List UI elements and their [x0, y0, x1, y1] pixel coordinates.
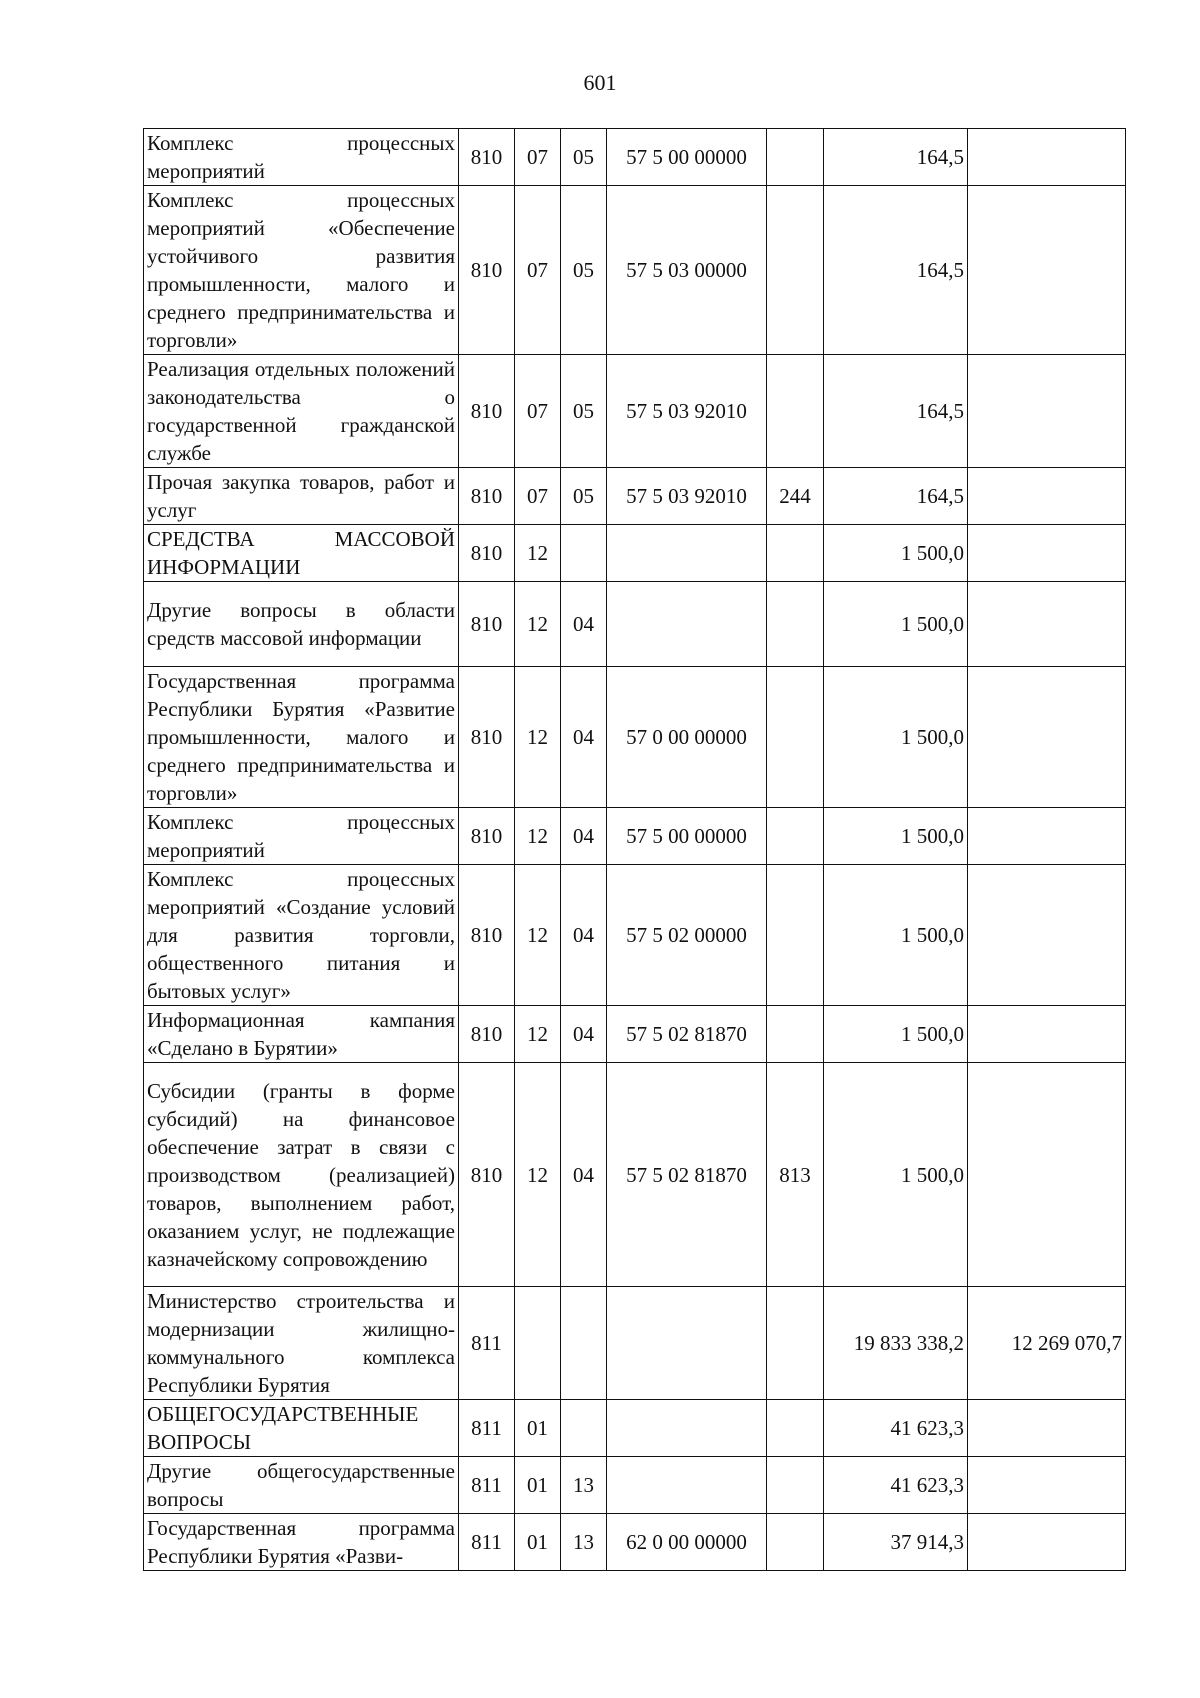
table-row: [144, 1287, 1126, 1400]
expense-type-code: [767, 1457, 824, 1514]
subsection-code: 05: [561, 468, 607, 525]
section-code: [515, 1287, 561, 1400]
ministry-code: 811: [459, 1457, 515, 1514]
amount-2: [968, 865, 1126, 1006]
table-row: [144, 582, 1126, 667]
target-article-code: 57 5 02 81870: [607, 1063, 767, 1287]
row-name: Комплекс процессных мероприятий «Создание условий для развития торговли, общественного питания и бытовых услуг»: [144, 865, 459, 1006]
section-code: 07: [515, 468, 561, 525]
ministry-code: 810: [459, 667, 515, 808]
amount-1: 164,5: [824, 129, 968, 186]
row-name: Реализация отдельных положений законодательства о государственной гражданской службе: [144, 355, 459, 468]
ministry-code: 810: [459, 582, 515, 667]
expense-type-code: [767, 1514, 824, 1571]
amount-1: 1 500,0: [824, 865, 968, 1006]
target-article-code: 57 5 02 81870: [607, 1006, 767, 1063]
expense-type-code: [767, 808, 824, 865]
amount-1: 41 623,3: [824, 1457, 968, 1514]
amount-2: 12 269 070,7: [968, 1287, 1126, 1400]
target-article-code: [607, 582, 767, 667]
amount-2: [968, 1063, 1126, 1287]
expense-type-code: [767, 667, 824, 808]
amount-2: [968, 1400, 1126, 1457]
subsection-code: 05: [561, 355, 607, 468]
target-article-code: [607, 1287, 767, 1400]
expense-type-code: [767, 582, 824, 667]
expense-type-code: [767, 1287, 824, 1400]
section-code: 01: [515, 1514, 561, 1571]
table-row: [144, 667, 1126, 808]
section-code: 01: [515, 1400, 561, 1457]
ministry-code: 811: [459, 1287, 515, 1400]
section-code: 12: [515, 582, 561, 667]
row-name: ОБЩЕГОСУДАРСТВЕННЫЕ ВОПРОСЫ: [144, 1400, 459, 1457]
amount-2: [968, 355, 1126, 468]
amount-2: [968, 1006, 1126, 1063]
ministry-code: 810: [459, 468, 515, 525]
expense-type-code: [767, 129, 824, 186]
subsection-code: 13: [561, 1457, 607, 1514]
subsection-code: 04: [561, 582, 607, 667]
row-name: Информационная кампания «Сделано в Бурятии»: [144, 1006, 459, 1063]
section-code: 12: [515, 525, 561, 582]
amount-2: [968, 1457, 1126, 1514]
amount-2: [968, 667, 1126, 808]
amount-1: 37 914,3: [824, 1514, 968, 1571]
expense-type-code: [767, 865, 824, 1006]
table-row: [144, 1514, 1126, 1571]
target-article-code: 57 5 03 00000: [607, 186, 767, 355]
row-name: Прочая закупка товаров, работ и услуг: [144, 468, 459, 525]
amount-1: 164,5: [824, 468, 968, 525]
expense-type-code: 813: [767, 1063, 824, 1287]
target-article-code: [607, 1457, 767, 1514]
row-name: Государственная программа Республики Бурятия «Разви-: [144, 1514, 459, 1571]
target-article-code: 57 5 03 92010: [607, 355, 767, 468]
section-code: 07: [515, 355, 561, 468]
table-row: [144, 1400, 1126, 1457]
table-row: [144, 808, 1126, 865]
table-row: [144, 525, 1126, 582]
ministry-code: 810: [459, 1063, 515, 1287]
section-code: 12: [515, 667, 561, 808]
subsection-code: [561, 1400, 607, 1457]
amount-2: [968, 582, 1126, 667]
section-code: 07: [515, 186, 561, 355]
target-article-code: [607, 1400, 767, 1457]
amount-1: 19 833 338,2: [824, 1287, 968, 1400]
amount-1: 1 500,0: [824, 525, 968, 582]
amount-1: 1 500,0: [824, 1063, 968, 1287]
subsection-code: 13: [561, 1514, 607, 1571]
target-article-code: 57 5 02 00000: [607, 865, 767, 1006]
table-row: [144, 865, 1126, 1006]
table-row: [144, 1063, 1126, 1287]
ministry-code: 810: [459, 129, 515, 186]
target-article-code: 57 5 00 00000: [607, 129, 767, 186]
expense-type-code: [767, 525, 824, 582]
amount-1: 1 500,0: [824, 808, 968, 865]
section-code: 07: [515, 129, 561, 186]
budget-table: [143, 128, 1126, 1571]
subsection-code: 04: [561, 667, 607, 808]
subsection-code: [561, 1287, 607, 1400]
expense-type-code: [767, 1400, 824, 1457]
row-name: Комплекс процессных мероприятий: [144, 129, 459, 186]
amount-2: [968, 525, 1126, 582]
row-name: Другие общегосударственные вопросы: [144, 1457, 459, 1514]
ministry-code: 810: [459, 1006, 515, 1063]
subsection-code: 04: [561, 1006, 607, 1063]
table-row: [144, 129, 1126, 186]
ministry-code: 811: [459, 1400, 515, 1457]
expense-type-code: [767, 186, 824, 355]
table-row: [144, 1006, 1126, 1063]
amount-2: [968, 808, 1126, 865]
ministry-code: 810: [459, 355, 515, 468]
ministry-code: 810: [459, 808, 515, 865]
row-name: СРЕДСТВА МАССОВОЙ ИНФОРМАЦИИ: [144, 525, 459, 582]
subsection-code: 05: [561, 129, 607, 186]
row-name: Государственная программа Республики Бурятия «Развитие промышленности, малого и среднего предпринимательства и торговли»: [144, 667, 459, 808]
section-code: 12: [515, 1006, 561, 1063]
target-article-code: [607, 525, 767, 582]
table-row: [144, 355, 1126, 468]
amount-1: 1 500,0: [824, 582, 968, 667]
ministry-code: 810: [459, 525, 515, 582]
section-code: 12: [515, 865, 561, 1006]
ministry-code: 810: [459, 186, 515, 355]
section-code: 01: [515, 1457, 561, 1514]
row-name: Комплекс процессных мероприятий: [144, 808, 459, 865]
section-code: 12: [515, 1063, 561, 1287]
target-article-code: 57 5 00 00000: [607, 808, 767, 865]
target-article-code: 62 0 00 00000: [607, 1514, 767, 1571]
row-name: Министерство строительства и модернизации жилищно-коммунального комплекса Республики Бурятия: [144, 1287, 459, 1400]
amount-2: [968, 1514, 1126, 1571]
expense-type-code: [767, 1006, 824, 1063]
amount-1: 41 623,3: [824, 1400, 968, 1457]
subsection-code: 04: [561, 865, 607, 1006]
amount-2: [968, 186, 1126, 355]
amount-1: 1 500,0: [824, 667, 968, 808]
amount-2: [968, 129, 1126, 186]
amount-1: 164,5: [824, 355, 968, 468]
ministry-code: 811: [459, 1514, 515, 1571]
amount-1: 1 500,0: [824, 1006, 968, 1063]
row-name: Субсидии (гранты в форме субсидий) на финансовое обеспечение затрат в связи с производством (реализацией) товаров, выполнением работ, оказанием услуг, не подлежащие казначейскому сопровождению: [144, 1063, 459, 1287]
row-name: Другие вопросы в области средств массовой информации: [144, 582, 459, 667]
expense-type-code: [767, 355, 824, 468]
amount-2: [968, 468, 1126, 525]
ministry-code: 810: [459, 865, 515, 1006]
amount-1: 164,5: [824, 186, 968, 355]
table-row: [144, 1457, 1126, 1514]
subsection-code: [561, 525, 607, 582]
page-number: 601: [583, 70, 617, 95]
target-article-code: 57 5 03 92010: [607, 468, 767, 525]
row-name: Комплекс процессных мероприятий «Обеспечение устойчивого развития промышленности, малого и среднего предпринимательства и торговли»: [144, 186, 459, 355]
subsection-code: 05: [561, 186, 607, 355]
table-row: [144, 468, 1126, 525]
subsection-code: 04: [561, 808, 607, 865]
expense-type-code: 244: [767, 468, 824, 525]
section-code: 12: [515, 808, 561, 865]
table-row: [144, 186, 1126, 355]
target-article-code: 57 0 00 00000: [607, 667, 767, 808]
subsection-code: 04: [561, 1063, 607, 1287]
